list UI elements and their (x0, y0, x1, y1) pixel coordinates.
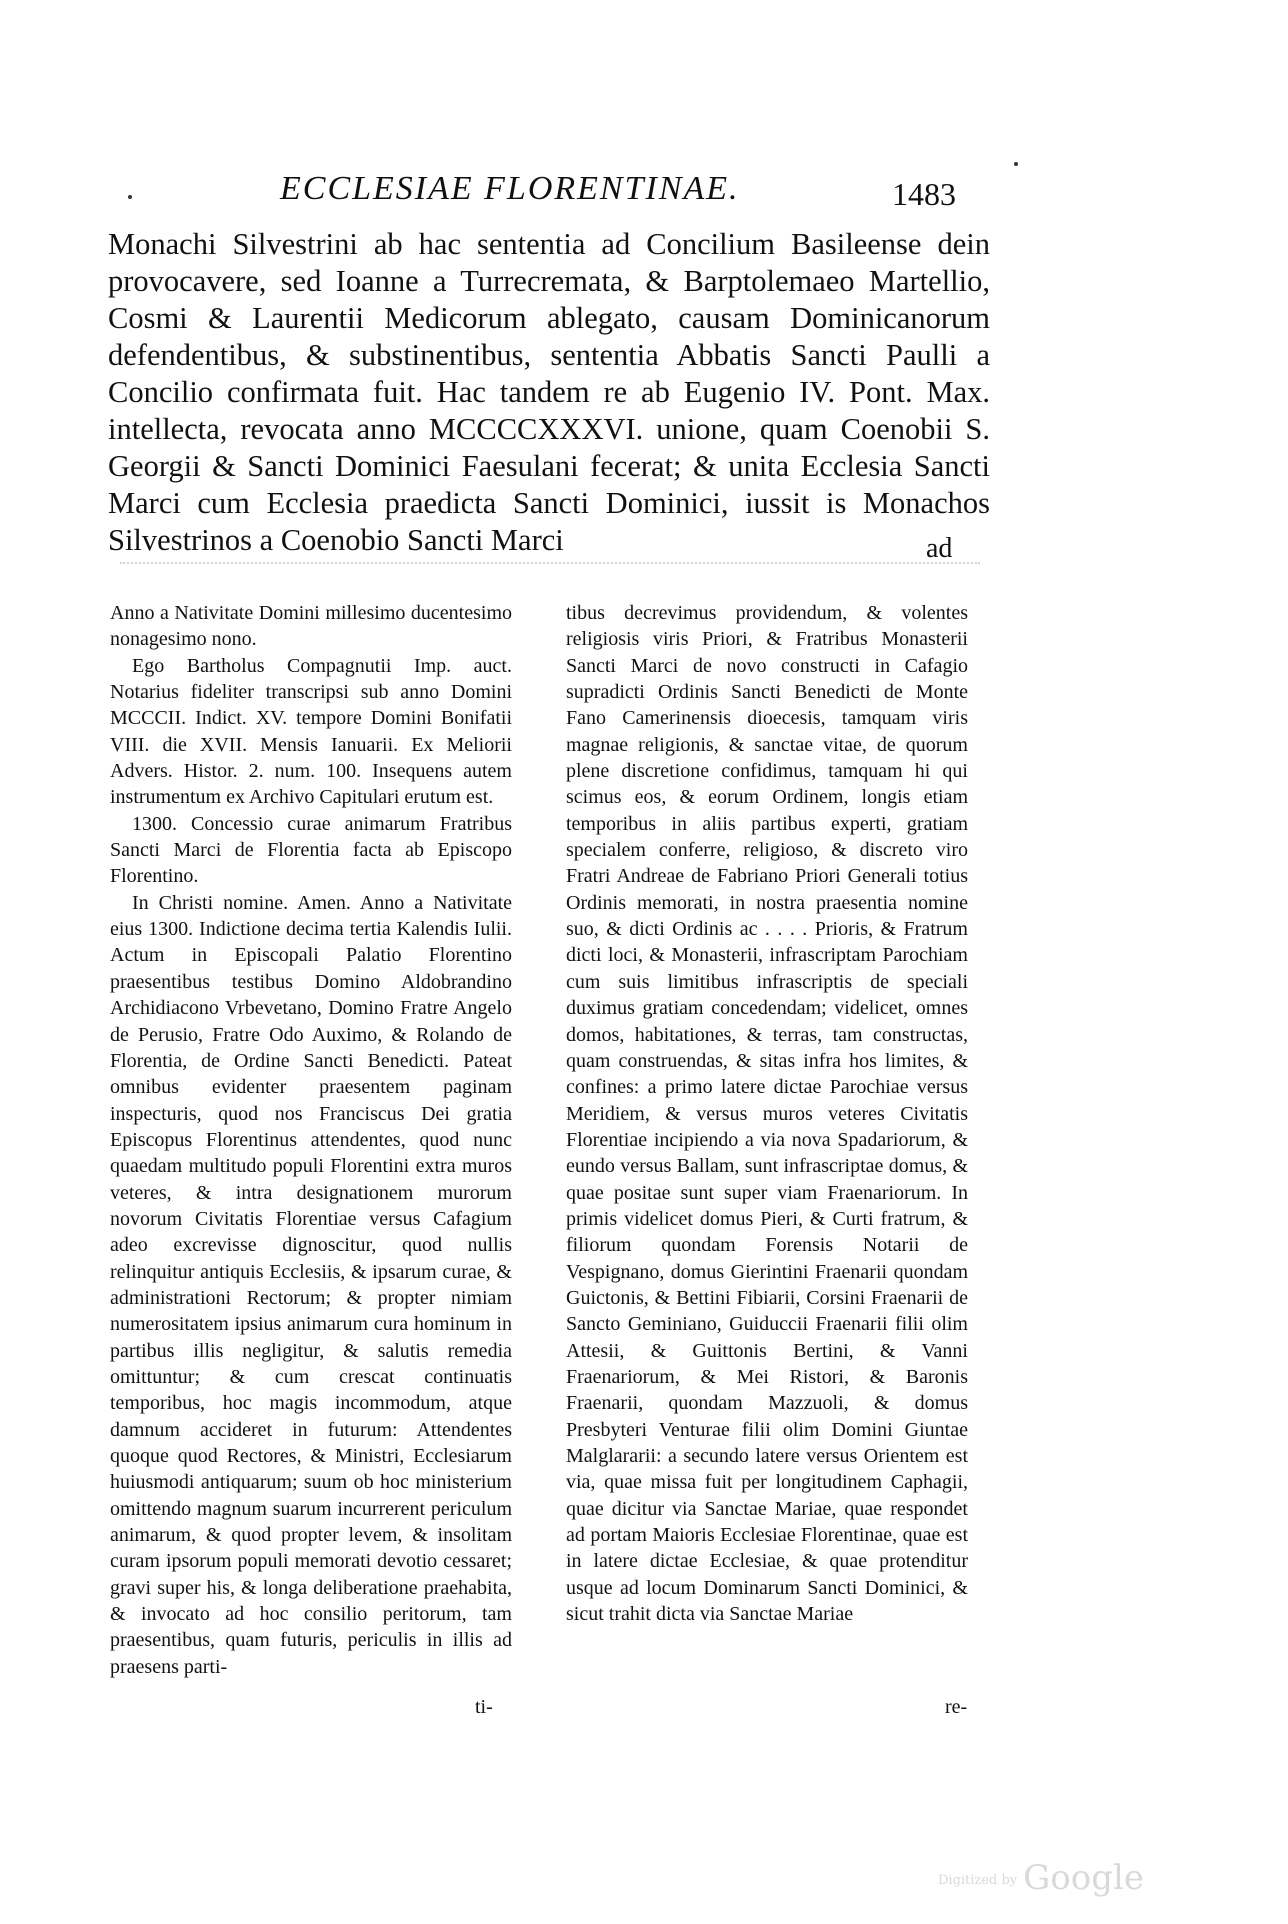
main-text-block (108, 226, 990, 559)
left-column (110, 600, 512, 1680)
right-column (566, 600, 968, 1627)
page-number: 1483 (892, 176, 956, 212)
notary-attestation: Ego Bartholus Compagnutii Imp. auct. Notarius fideliter transcripsi sub anno Domini MCCCII. Indict. XV. tempore Domini Bonifatii VIII. die XVII. Mensis Ianuarii. Ex Meliorii Advers. Histor. 2. num. 100. Insequens autem instrumentum ex Archivo Capitulari erutum est. (110, 654, 512, 809)
paper-speck (1014, 162, 1018, 166)
watermark-brand: Google (1023, 1858, 1144, 1898)
watermark-label: Digitized by (938, 1872, 1018, 1888)
google-watermark (938, 1858, 1144, 1898)
left-note: Anno a Nativitate Domini millesimo ducentesimo nonagesimo nono. (110, 602, 512, 651)
main-paragraph: Monachi Silvestrini ab hac sententia ad Concilium Basileense dein provocavere, sed Ioanne a Turrecremata, & Barptolemaeo Martellio, Cosmi & Laurentii Medicorum ablegato, causam Dominicanorum defendentibus, & substinentibus, sententia Abbatis Sancti Paulli a Concilio confirmata fuit. Hac tandem re ab Eugenio IV. Pont. Max. intellecta, revocata anno MCCCCXXXVI. unione, quam Coenobii S. Georgii & Sancti Dominici Faesulani fecerat; & unita Ecclesia Sancti Marci cum Ecclesia praedicta Sancti Dominici, iussit is Monachos Silvestrinos a Coenobio Sancti Marci (108, 227, 990, 557)
right-catchword: re- (945, 1696, 968, 1718)
charter-text-continued: tibus decrevimus providendum, & volentes religiosis viris Priori, & Fratribus Monasterii Sancti Marci de novo constructi in Cafagio supradicti Ordinis Sancti Benedicti de Monte Fano Camerinensis dioecesis, tamquam viris magnae religionis, & sanctae vitae, de quorum plene discretione confidimus, tamquam hi qui scimus eos, & eorum Ordinem, longis etiam temporibus in aliis partibus experti, gratiam specialem conferre, religioso, & discreto viro Fratri Andreae de Fabriano Priori Generali totius Ordinis memorati, in nostra praesentia nomine suo, & dicti Ordinis ac . . . . Prioris, & Fratrum dicti loci, & Monasterii, infrascriptam Parochiam cum suis limitibus infrascriptis de speciali duximus gratiam concedendam; videlicet, omnes domos, habitationes, & terras, tam constructas, quam construendas, & sitas infra hos limites, & confines: a primo latere dictae Parochiae versus Meridiem, & versus muros veteres Civitatis Florentiae incipiendo a via nova Spadariorum, & eundo versus Ballam, sunt infrascriptae domus, & quae positae sunt super viam Fraenariorum. In primis videlicet domus Pieri, & Curti fratrum, & filiorum quondam Forensis Notarii de Vespignano, domus Gierintini Fraenarii quondam Guictonis, & Bettini Fibiarii, Corsini Fraenarii de Sancto Geminiano, Guiduccii Fraenarii filii olim Attesii, & Guittonis Bertini, & Vanni Fraenariorum, & Mei Ristori, & Baronis Fraenarii, quondam Mazzuoli, & domus Presbyteri Venturae filii olim Domini Giuntae Malglararii: a secundo latere versus Orientem est via, quae missa fuit per longitudinem Caphagii, quae dicitur via Sanctae Mariae, quae respondet ad portam Maioris Ecclesiae Florentinae, quae est in latere dictae Ecclesiae, & quae protenditur usque ad locum Dominarum Sancti Dominici, & sicut trahit dicta via Sanctae Mariae (566, 602, 968, 1626)
paper-speck (128, 195, 132, 199)
charter-text: In Christi nomine. Amen. Anno a Nativitate eius 1300. Indictione decima tertia Kalendis Iulii. Actum in Episcopali Palatio Florentino praesentibus testibus Domino Aldobrandino Archidiacono Vrbevetano, Domino Fratre Angelo de Perusio, Fratre Odo Auximo, & Rolando de Florentia, de Ordine Sancti Benedicti. Pateat omnibus evidenter praesentem paginam inspecturis, quod nos Franciscus Dei gratia Episcopus Florentinus attendentes, quod nunc quaedam multitudo populi Florentini extra muros veteres, & intra designationem murorum novorum Civitatis Florentiae versus Cafagium adeo excrevisse dignoscitur, quod nullis relinquitur antiquis Ecclesiis, & ipsarum curae, & administrationi Rectorum; & propter nimiam numerositatem ipsius animarum cura hominum in partibus illis negligitur, & salutis remedia omittuntur; & cum crescat continuatis temporibus, hoc magis incommodum, atque damnum accideret in futurum: Attendentes quoque quod Rectores, & Ministri, Ecclesiarum huiusmodi antiquarum; suum ob hoc ministerium omittendo magnum suarum incurrerent periculum animarum, & quod propter levem, & insolitam curam ipsorum populi memorati devotio cessaret; gravi super his, & longa deliberatione praehabita, & invocato ad hoc consilio peritorum, tam praesentibus, quam futuris, periculis in illis ad praesens parti- (110, 891, 512, 1678)
left-catchword: ti- (475, 1696, 493, 1718)
document-rubric: 1300. Concessio curae animarum Fratribus Sancti Marci de Florentia facta ab Episcopo Florentino. (110, 812, 512, 888)
running-head: ECCLESIAE FLORENTINAE. (280, 170, 740, 207)
bleed-through-line (120, 562, 980, 564)
main-catchword: ad (926, 533, 953, 564)
